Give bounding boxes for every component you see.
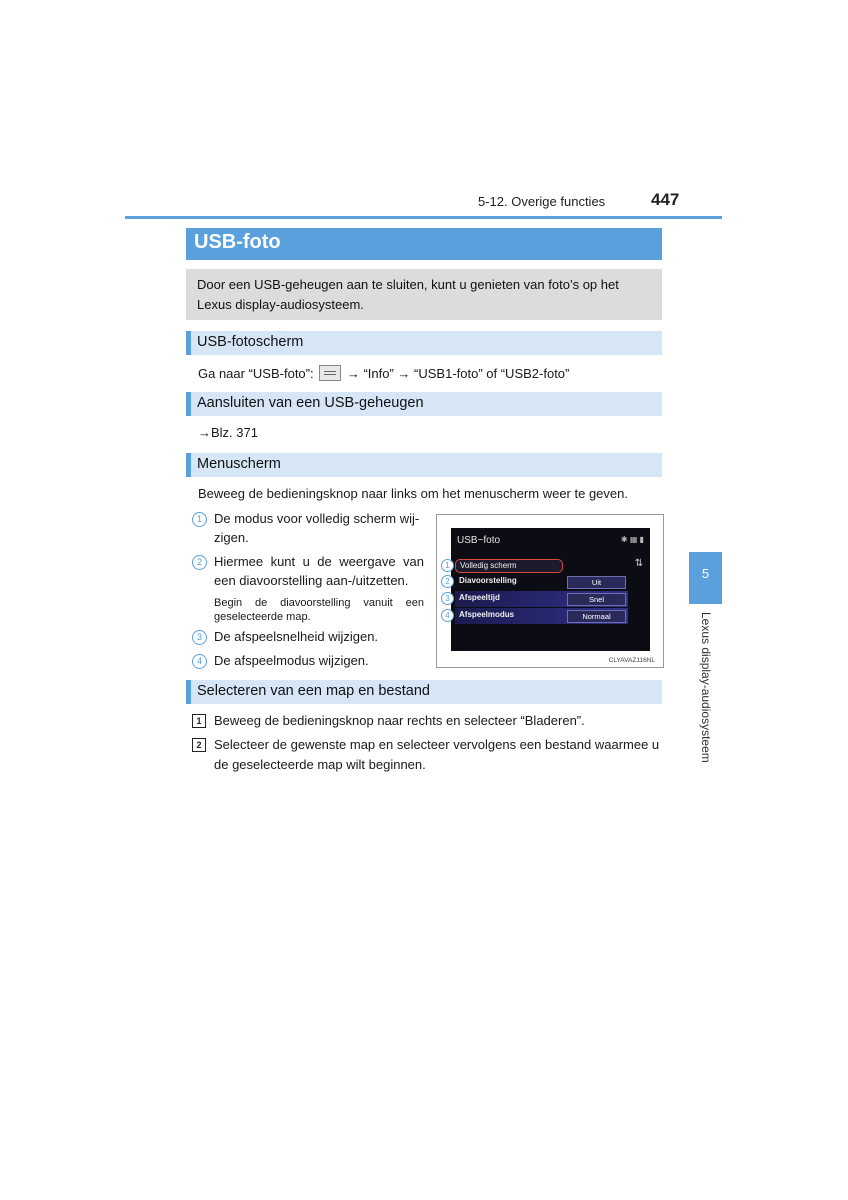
screen-row-volledig-scherm bbox=[455, 559, 563, 573]
step-2-line-1: Selecteer de gewenste map en selecteer vervolgens een bestand waarmee u bbox=[214, 737, 660, 752]
step-number-1: 1 bbox=[192, 714, 206, 728]
header-rule bbox=[125, 216, 722, 219]
image-code: CLYAVAZ116NL bbox=[608, 657, 655, 664]
page-title: USB-foto bbox=[194, 231, 281, 253]
section-header-menuscherm bbox=[186, 453, 662, 477]
scroll-indicator-icon: ⇅ bbox=[634, 558, 644, 569]
item-2-note-line-2: geselecteerde map. bbox=[214, 611, 311, 623]
item-3-line-1: De afspeelsnelheid wijzigen. bbox=[214, 629, 379, 644]
item-number-3: 3 bbox=[192, 630, 207, 645]
section-title: USB-fotoscherm bbox=[197, 334, 304, 350]
screen-row-afspeeltijd bbox=[455, 591, 628, 607]
section-title: Menuscherm bbox=[197, 456, 281, 472]
section-accent bbox=[186, 392, 191, 416]
item-1-line-2: zigen. bbox=[214, 530, 249, 545]
screen-title: USB−foto bbox=[457, 535, 501, 546]
screen-row-value: Normaal bbox=[567, 610, 626, 623]
title-bar bbox=[186, 228, 662, 260]
section-title: Aansluiten van een USB-geheugen bbox=[197, 395, 424, 411]
instruction-post: → “Info” → “USB1-foto” of “USB2-foto” bbox=[346, 366, 570, 381]
item-2-note-line-1: Begin de diavoorstelling vanuit een bbox=[214, 597, 424, 609]
item-number-2: 2 bbox=[192, 555, 207, 570]
screen-row-diavoorstelling bbox=[455, 574, 628, 590]
status-icons: ✱ ▦ ▮ bbox=[620, 535, 644, 544]
instruction-pre: Ga naar “USB-foto”: bbox=[198, 366, 314, 381]
section-title: Selecteren van een map en bestand bbox=[197, 683, 430, 699]
item-4-line-1: De afspeelmodus wijzigen. bbox=[214, 653, 369, 668]
item-number-4: 4 bbox=[192, 654, 207, 669]
screen-row-afspeelmodus bbox=[455, 608, 628, 624]
chapter-tab bbox=[689, 552, 722, 604]
page-reference-link[interactable]: →Blz. 371 bbox=[198, 425, 258, 440]
page-number: 447 bbox=[651, 190, 680, 209]
section-accent bbox=[186, 453, 191, 477]
section-accent bbox=[186, 680, 191, 704]
chapter-title-vertical: Lexus display-audiosysteem bbox=[699, 612, 713, 763]
item-2-line-1: Hiermee kunt u de weergave van bbox=[214, 554, 424, 569]
menuscherm-intro: Beweeg de bedieningsknop naar links om het menuscherm weer te geven. bbox=[198, 486, 628, 501]
step-2-line-2: de geselecteerde map wilt beginnen. bbox=[214, 757, 426, 772]
step-1-line-1: Beweeg de bedieningsknop naar rechts en selecteer “Bladeren”. bbox=[214, 713, 585, 728]
item-2-line-2: een diavoorstelling aan-/uitzetten. bbox=[214, 573, 409, 588]
intro-text: Door een USB-geheugen aan te sluiten, kunt u genieten van foto’s op het Lexus display-audiosysteem. bbox=[197, 277, 619, 312]
screen-row-label: Afspeelmodus bbox=[459, 610, 515, 619]
item-number-1: 1 bbox=[192, 512, 207, 527]
menu-button-icon bbox=[319, 365, 341, 381]
step-number-2: 2 bbox=[192, 738, 206, 752]
intro-box bbox=[186, 269, 662, 320]
screen-row-value: Snel bbox=[567, 593, 626, 606]
chapter-number: 5 bbox=[701, 566, 710, 581]
callout-3: 3 bbox=[441, 592, 454, 605]
section-header-selecteren bbox=[186, 680, 662, 704]
callout-4: 4 bbox=[441, 609, 454, 622]
screen-row-label: Afspeeltijd bbox=[459, 593, 500, 602]
item-1-line-1: De modus voor volledig scherm wij- bbox=[214, 511, 420, 526]
callout-1: 1 bbox=[441, 559, 454, 572]
section-header-aansluiten bbox=[186, 392, 662, 416]
screen-row-label: Volledig scherm bbox=[460, 561, 517, 570]
callout-2: 2 bbox=[441, 575, 454, 588]
display-screen bbox=[451, 528, 650, 651]
usb-fotoscherm-instruction bbox=[198, 365, 569, 381]
usb-foto-menu-screenshot bbox=[436, 514, 664, 668]
running-header-section: 5-12. Overige functies bbox=[478, 194, 606, 209]
section-accent bbox=[186, 331, 191, 355]
screen-row-value: Uit bbox=[567, 576, 626, 589]
screen-row-label: Diavoorstelling bbox=[459, 576, 517, 585]
section-header-usb-fotoscherm bbox=[186, 331, 662, 355]
